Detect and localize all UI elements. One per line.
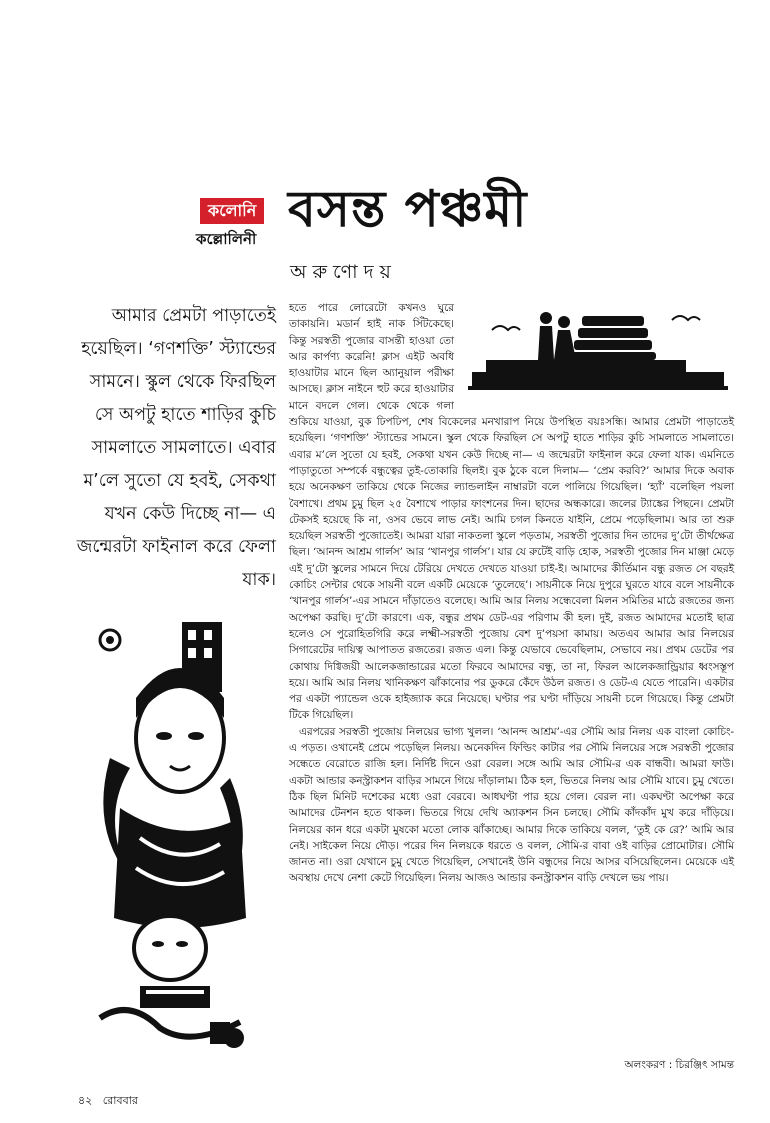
paragraph: এরপরের সরস্বতী পুজোয় নিলয়ের ভাগ্য খুলল। ‘আনন্দ আশ্রম’-এর সৌমি আর নিলয় এক বাংলা কোচিং-এ পড়ত। ওখানেই প্রেমে পড়েছিল নিলয়। অনেকদিন ফিল্ডিং কাটার পর সৌমি নিলয়ের সঙ্গে সরস্বতী পুজোর সন্ধেতে বেরোতে রাজি হল। নির্দিষ্ট দিনে ওরা বেরল। সঙ্গে আমি আর সৌমি-র এক বান্ধবী। আমরা ফাউ। একটা আন্ডার কনস্ট্রাকশন বাড়ির সামনে গিয়ে দাঁড়ালাম। ঠিক হল, ভিতরে নিলয় আর সৌমি যাবে। চুমু খেতে। ঠিক ছিল মিনিট দশেকের মধ্যে ওরা বেরবে। আধঘণ্টা পার হয়ে গেল। বেরল না। একঘণ্টা অপেক্ষা করে আমাদের টেনশন হতে থাকল। ভিতরে গিয়ে দেখি অ্যাকশন সিন চলছে। সৌমি কাঁদকাঁদ মুখ করে দাঁড়িয়ে। নিলয়ের কান ধরে একটা মুষকো মতো লোক ঝাঁকাচ্ছে। আমার দিকে তাকিয়ে বলল, ‘তুই কে রে?’ আমি আর নেই। সাইকেল নিয়ে দৌড়। পরের দিন নিলয়কে ধরতে ও বলল, সৌমি-র বাবা ওই বাড়ির প্রোমোটার। সৌমি জানত না। ওরা যেখানে চুমু খেতে গিয়েছিল, সেখানেই উনি বন্ধুদের নিয়ে আসর বসিয়েছিলেন। মেয়েকে এই অবস্থায় দেখে নেশা কেটে গিয়েছিল। নিলয় আজও আন্ডার কনস্ট্রাকশন বাড়ি দেখলে ভয় পায়। [289,725,734,885]
pull-quote: আমার প্রেমটা পাড়াতেই হয়েছিল। ‘গণশক্তি’ স্ট্যান্ডের সামনে। স্কুল থেকে ফিরছিল সে অপটু হাতে শাড়ির কুচি সামলাতে সামলাতে। এবার ম’লে সুতো যে হবই, সেকথা যখন কেউ দিচ্ছে না— এ জন্মেরটা ফাইনাল করে ফেলা যাক। [76,306,276,590]
section-subtag: কল্লোলিনী [196,230,257,248]
page-number: ৪২ [78,1094,93,1107]
paragraph: হতে পারে লোরেটো কখনও ঘুরে তাকায়নি। মডার্ন হাই নাক সিঁটকেছে। কিন্তু সরস্বতী পুজোর বাসন্তী হাওয়া তো আর কার্পণ্য করেনি! ক্লাস এইট অবধি হাওয়াটার মানে ছিল অ্যানুয়াল পরীক্ষা আসছে। ক্লাস নাইনে হুট করে হাওয়াটার মানে বদলে গেল। থেকে থেকে গলা শুকিয়ে যাওয়া, বুক ঢিপঢিপ, শেষ বিকেলের মনখারাপ নিয়ে উপস্থিত বয়ঃসন্ধি। আমার প্রেমটা পাড়াতেই হয়েছিল। ‘গণশক্তি’ স্ট্যান্ডের সামনে। স্কুল থেকে ফিরছিল সে অপটু হাতে শাড়ির কুচি সামলাতে সামলাতে। এবার ম’লে সুতো যে হবই, সেকথা যখন কেউ দিচ্ছে না— এ জন্মেরটা ফাইনাল করে ফেলা যাক। এমনিতে পাড়াতুতো সম্পর্কে বন্ধুত্বের তুই-তোকারি ছিলই। বুক ঠুকে বলে দিলাম— ‘প্রেম করবি?’ আমার দিকে অবাক হয়ে অনেকক্ষণ তাকিয়ে থেকে নিজের ল্যান্ডলাইন নাম্বারটা বলে পালিয়ে গিয়েছিল। ‘হ্যাঁ’ বলেছিল পয়লা বৈশাখে। প্রথম চুমু ছিল ২৫ বৈশাখে পাড়ার ফাংশনের দিন। ছাদের অন্ধকারে। জলের ট্যাঙ্কের পিছনে। প্রেমটা টেকসই হয়েছে কি না, ওসব ভেবে লাভ নেই। আমি চগল কিনতে যাইনি, প্রেমে পড়েছিলাম। আর তা শুরু হয়েছিল সরস্বতী পুজোতেই। আমরা যারা নাকতলা স্কুলে পড়তাম, সরস্বতী পুজোর দিন তাদের দু’টো তীর্থক্ষেত্র ছিল। ‘আনন্দ আশ্রম গার্লস’ আর ‘খানপুর গার্লস’। যার যে রুটেই বাড়ি হোক, সরস্বতী পুজোর দিন মাঞ্জা মেড়ে এই দু’টো স্কুলের সামনে দিয়ে টেরিয়ে দেখতে দেখতে যাওয়া চাই-ই। আমাদের কীর্তিমান বন্ধু রজত সে বছরই কোচিং সেন্টার থেকে সায়নী বলে একটি মেয়েকে ‘তুলেছে’। সায়নীকে নিয়ে দুপুরে ঘুরতে যাবে বলে সায়নীকে ‘খানপুর গার্লস’-এর সামনে দাঁড়াতেও বলেছে। আমি আর নিলয় সন্ধেবেলা মিলন সমিতির মাঠে রজতের জন্য অপেক্ষা করছি। দু’টো কারণে। এক, বন্ধুর প্রথম ডেট-এর পরিণাম কী হল। দুই, রজত আমাদের মতোই ছাত্র হলেও সে পুরোহিতগিরি করে লক্ষ্মী-সরস্বতী পুজোয় বেশ দু’পয়সা কামায়। অতএব আমার আর নিলয়ের সিগারেটের দায়িত্ব আপাতত রজতের। রজত এল। কিন্তু যেভাবে ভেবেছিলাম, সেভাবে নয়। প্রথম ডেটের পর কোথায় দিগ্বিজয়ী আলেকজান্ডারের মতো ফিরবে আমাদের বন্ধু, তা না, ফিরল আলেকজান্ড্রিয়ার ধ্বংসস্তূপ হয়ে। আমি আর নিলয় খানিকক্ষণ ঝাঁকানোর পর ডুকরে কেঁদে উঠল রজত। ও ডেট-এ যেতে পারেনি। একটার পর একটা প্যান্ডেল ওকে হাইজ্যাক করে নিয়েছে। ঘণ্টার পর ঘণ্টা দাঁড়িয়ে সায়নী চলে গিয়েছে। কিন্তু প্রেমটা টিকে গিয়েছিল। [289,302,734,722]
illustration-credit: অলংকরণ : চিরঞ্জিৎ সামন্ত [624,1059,734,1071]
couple-on-rooftop-illustration [462,300,734,398]
article-body [289,300,734,887]
page-footer [78,1092,138,1111]
article-title: বসন্ত পঞ্চমী [288,180,528,238]
section-name: রোববার [102,1094,138,1107]
article-author: অরুণোদয় [290,261,397,283]
section-tag: কলোনি [200,198,264,224]
goddess-collage-illustration [70,618,276,1058]
